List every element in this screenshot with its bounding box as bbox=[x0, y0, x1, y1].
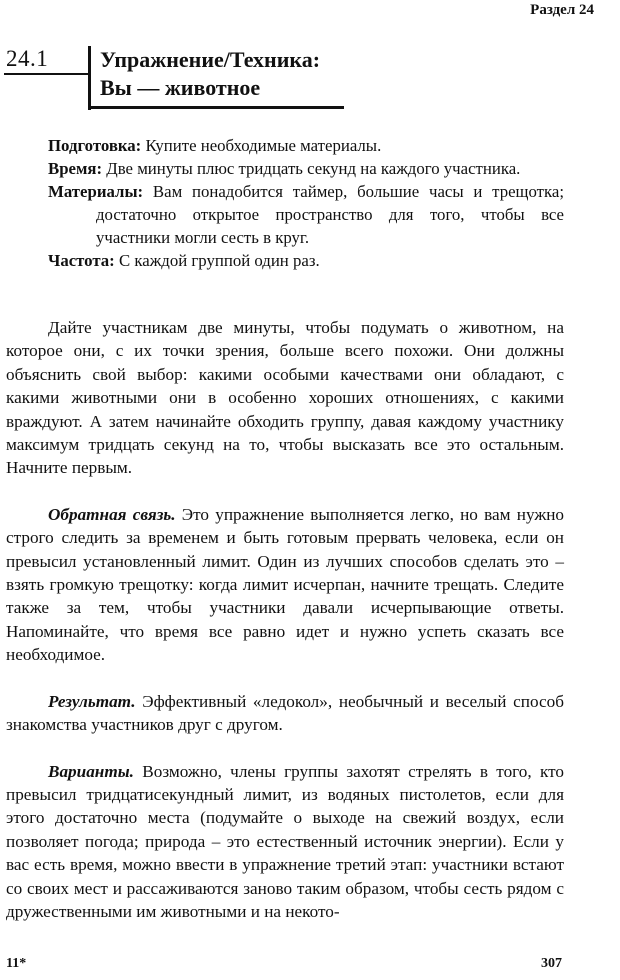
result-label: Результат. bbox=[48, 691, 136, 711]
body-text bbox=[6, 316, 564, 923]
meta-preparation-label: Подготовка: bbox=[48, 136, 142, 155]
variants-label: Варианты. bbox=[48, 761, 134, 781]
page-number: 307 bbox=[541, 956, 562, 971]
variants-paragraph bbox=[6, 760, 564, 924]
number-underline bbox=[4, 73, 90, 75]
meta-preparation-text: Купите необходимые материалы. bbox=[141, 136, 382, 155]
meta-frequency bbox=[48, 249, 564, 272]
variants-text: Возможно, члены группы захотят стрелять в того, кто превысил тридцатисекундный лимит, из водяных пистолетов, если для этого достаточно места (подумайте о выходе на свежий воздух, если позволяет погода; природа – это естественный источник энергии). Если у вас есть время, можно ввести в упражнение третий этап: участники встают со своих мест и рассаживаются заново таким образом, чтобы сесть рядом с дружественными им животными и на некото- bbox=[6, 761, 564, 921]
section-header: Раздел 24 bbox=[530, 2, 594, 18]
exercise-number: 24.1 bbox=[6, 46, 49, 71]
title-underline bbox=[88, 106, 344, 109]
title-vertical-rule bbox=[88, 46, 91, 110]
meta-time bbox=[48, 157, 564, 180]
meta-materials bbox=[48, 180, 564, 249]
exercise-title-line2: Вы — животное bbox=[100, 75, 261, 100]
feedback-paragraph bbox=[6, 503, 564, 667]
meta-frequency-label: Частота: bbox=[48, 251, 115, 270]
feedback-text: Это упражнение выполняется легко, но вам нужно строго следить за временем и быть готовым прервать человека, если он превысил установленный лимит. Один из лучших способов сделать это – взять громкую трещотку: когда лимит исчерпан, начните трещать. Следите также за тем, чтобы участники давали исчерпывающие ответы. Напоминайте, что время все равно идет и нужно успеть сказать все необходимое. bbox=[6, 504, 564, 665]
exercise-title bbox=[100, 46, 320, 102]
meta-time-label: Время: bbox=[48, 159, 103, 178]
feedback-label: Обратная связь. bbox=[48, 504, 176, 524]
result-text: Эффективный «ледокол», необычный и веселый способ знакомства участников друг с другом. bbox=[6, 691, 564, 735]
meta-preparation bbox=[48, 134, 564, 157]
meta-frequency-text: С каждой группой один раз. bbox=[114, 251, 320, 270]
exercise-title-line1: Упражнение/Техника: bbox=[100, 47, 321, 72]
exercise-meta bbox=[48, 134, 564, 272]
meta-materials-text: Вам понадобится таймер, большие часы и трещотка; достаточно открытое пространство для того, чтобы все участники могли сесть в круг. bbox=[96, 182, 564, 247]
footer-signature: 11* bbox=[6, 956, 27, 971]
meta-time-text: Две минуты плюс тридцать секунд на каждого участника. bbox=[102, 159, 521, 178]
intro-paragraph: Дайте участникам две минуты, чтобы подумать о животном, на которое они, с их точки зрения, больше всего похожи. Они должны объяснить свой выбор: какими особыми качествами они обладают, с какими животными они в особенно хороших отношениях, с какими враждуют. А затем начинайте обходить группу, давая каждому участнику максимум тридцать секунд на то, чтобы высказать все это остальным. Начните первым. bbox=[6, 318, 564, 478]
result-paragraph bbox=[6, 690, 564, 737]
meta-materials-label: Материалы: bbox=[48, 182, 144, 201]
